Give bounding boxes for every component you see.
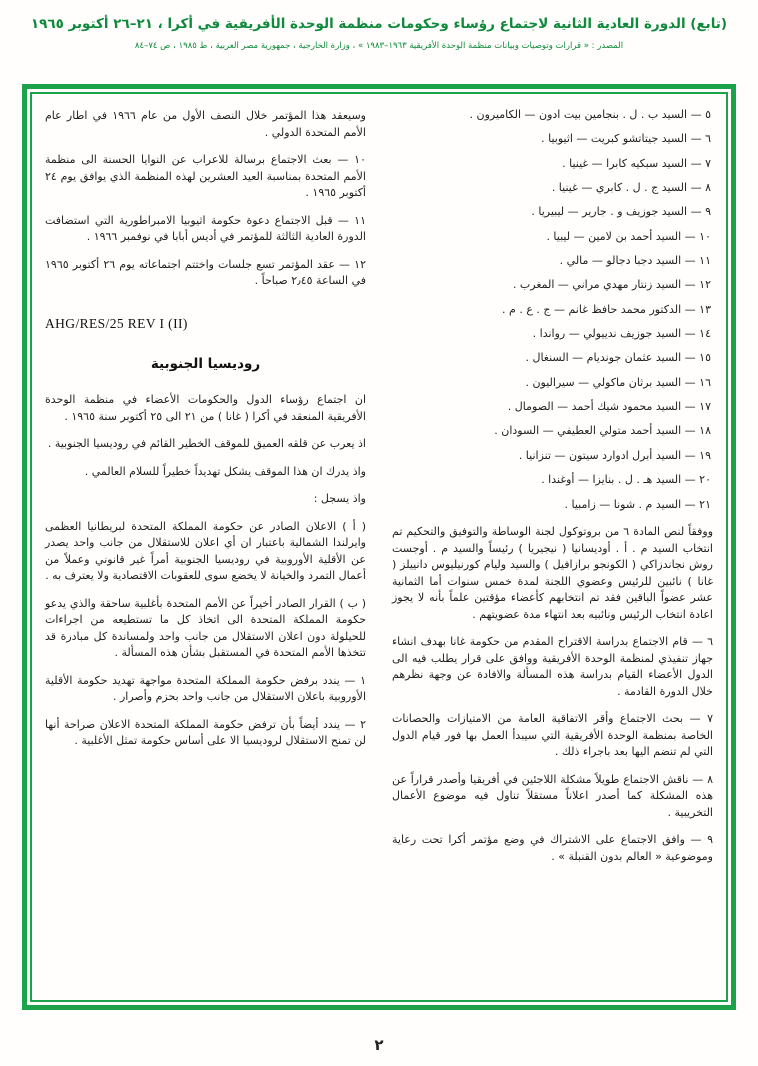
paragraph-preamble-4: واذ يسجل : (313, 492, 366, 505)
delegate-item: ١٦ — السيد برثان ماكولي — سيراليون . (525, 375, 711, 389)
paragraph-protocol: ووفقاً لنص المادة ٦ من بروتوكول لجنة الوساطة والتوفيق والتحكيم تم انتخاب السيد م . أ . أوديسانيا ( نيجيريا ) رئيساً والسيد م . أوجست روش نجاندزاكي ( الكونجو برازافيل ) والسيد وليام كورنيليوس دانييلز ( غانا ) نائبين للرئيس وعضوي اللجنة لمدة خمس سنوات أما الثمانية عشر عضواً الباقين فقد تم انتخابهم كأعضاء مؤقتين علماً بأنه لا يجوز اعادة انتخاب الرئيس ونائبيه بعد انتهاء مدة عضويتهم . (392, 525, 714, 621)
paragraph-item-10: ١٠ — بعث الاجتماع برسالة للاعراب عن النوايا الحسنة الى منظمة الأمم المتحدة بمناسبة العيد العشرين لهذه المنظمة الذي يوافق يوم ٢٤ أكتوبر ١٩٦٥ . (45, 153, 366, 199)
paragraph-item-11: ١١ — قبل الاجتماع دعوة حكومة اثيوبيا الامبراطورية التي استضافت الدورة العادية الثالثة للمؤتمر في أديس أبابا في نوفمبر ١٩٦٦ . (45, 213, 366, 243)
resolution-reference: AHG/RES/25 REV I (II) (45, 315, 188, 331)
paragraph-preamble-3: واذ يدرك ان هذا الموقف يشكل تهديداً خطيراً للسلام العالمي . (84, 464, 366, 478)
delegate-item: ١٠ — السيد أحمد بن لامين — ليبيا . (546, 229, 711, 243)
paragraph-item-7: ٧ — بحث الاجتماع وأقر الاتفاقية العامة من الامتيازات والحصانات الخاصة بمنظمة الوحدة الأفريقية التي سيبدأ العمل بها فور قيام الدول التي لم تنضم اليها بعد باجراء ذلك . (392, 712, 713, 759)
paragraph-operative-2: ٢ — يندد أيضاً بأن ترفض حكومة المملكة المتحدة الاعلان صراحة أنها لن تمنح الاستقلال لروديسيا الا على أساس حكومة تمثل الأغلبية . (45, 717, 366, 747)
delegate-item: ٧ — السيد سبكيه كابرا — غينيا . (562, 156, 711, 170)
delegate-item: ١٨ — السيد أحمد متولي العطيفي — السودان . (494, 424, 711, 438)
delegate-item: ١٣ — الدكتور محمد حافظ غانم — ج . ع . م . (502, 302, 711, 316)
delegate-item: ١٧ — السيد محمود شيك أحمد — الصومال . (507, 400, 711, 414)
delegate-item: ٢١ — السيد م . شونا — زامبيا . (564, 497, 711, 511)
delegate-item: ٩ — السيد جوزيف و . جارير — ليبيريا . (531, 205, 711, 219)
paragraph-clause-a: ( أ ) الاعلان الصادر عن حكومة المملكة المتحدة لبريطانيا العظمى وايرلندا الشمالية باعتبار ان أي اعلان للاستقلال من جانب واحد يصدر عن الأقلية الأوروبية في روديسيا الجنوبية أمراً غير قانوني وعملاً من أعمال التمرد والخيانة لا يخضع سوى للعقوبات الاقتصادية ولا يعترف به . (45, 519, 366, 582)
delegate-item: ١٥ — السيد عثمان جونديام — السنغال . (525, 351, 711, 365)
paragraph-item-12: ١٢ — عقد المؤتمر تسع جلسات واختتم اجتماعاته يوم ٢٦ أكتوبر ١٩٦٥ في الساعة ٢٫٤٥ صباحاً . (45, 257, 366, 287)
paragraph-operative-1: ١ — يندد برفض حكومة المملكة المتحدة مواجهة تهديد حكومة الأقلية الأوروبية باعلان الاستقلال من جانب واحد بحزم وأصرار . (45, 673, 366, 703)
delegate-item: ١٩ — السيد أبرل ادوارد سيتون — تنزانيا . (518, 448, 711, 462)
delegate-item: ١١ — السيد دجبا دجالو — مالي . (559, 254, 711, 268)
delegate-item: ٦ — السيد جيتاتشو كبريت — اثيوبيا . (541, 132, 711, 146)
paragraph-item-6: ٦ — قام الاجتماع بدراسة الاقتراح المقدم من حكومة غانا بهدف انشاء جهاز تنفيذي لمنظمة الوحدة الأفريقية ووافق على قرار يطلب فيه الى الدول الأعضاء القيام بدراسة هذه المسألة والافادة عن وجهة نظرهم خلال الدورة القادمة . (392, 635, 713, 698)
paragraph-item-9: ٩ — وافق الاجتماع على الاشتراك في وضع مؤتمر أكرا تحت رعاية وموضوعية « العالم بدون القنبلة » . (392, 833, 713, 863)
page-header (0, 0, 758, 51)
column-left (45, 108, 366, 990)
page-number: ٢ (374, 1036, 384, 1054)
section-title-southern-rhodesia: روديسيا الجنوبية (150, 355, 261, 372)
header-source-note: المصدر : « قرارات وتوصيات وبيانات منظمة الوحدة الأفريقية ١٩٦٣–١٩٨٣ » ، وزارة الخارجية ، جمهورية مصر العربية ، ط ١٩٨٥ ، ص ٧٤–٨٤ (134, 41, 624, 51)
delegate-item: ١٢ — السيد زنتار مهدي مراني — المغرب . (512, 278, 711, 292)
paragraph-clause-b: ( ب ) القرار الصادر أخيراً عن الأمم المتحدة بأغلبية ساحقة والذي يدعو حكومة المملكة المتحدة الى اتخاذ كل ما تستطيعه من اجراءات للحيلولة دون اعلان الاستقلال من جانب واحد ولمساندة كل مبادرة قد تتخذها الأمم المتحدة في المستقبل بشأن هذه المسألة . (45, 596, 366, 659)
delegate-item: ٢٠ — السيد هـ . ل . بنايزا — أوغندا . (541, 473, 711, 487)
column-right (392, 108, 713, 990)
delegate-item: ١٤ — السيد جوزيف ندييولي — رواندا . (532, 327, 711, 341)
green-frame-inner (30, 92, 728, 1002)
delegate-item: ٨ — السيد ج . ل . كابري — غينيا . (551, 181, 711, 195)
paragraph-item-8: ٨ — ناقش الاجتماع طويلاً مشكلة اللاجئين في أفريقيا وأصدر قراراً عن هذه المشكلة كما أصدر اعلاناً مستقلاً تناول فيه موضوع الأعمال التخريبية . (392, 772, 713, 819)
two-column-text (45, 108, 713, 990)
paragraph-preamble-1: ان اجتماع رؤساء الدول والحكومات الأعضاء في منظمة الوحدة الأفريقية المنعقد في أكرا ( غانا ) من ٢١ الى ٢٥ أكتوبر سنة ١٩٦٥ . (45, 393, 366, 423)
delegate-item: ٥ — السيد ب . ل . بنجامين بيت ادون — الكاميرون . (469, 108, 711, 121)
delegate-list (392, 108, 713, 512)
green-frame (22, 84, 736, 1010)
paragraph-preamble-2: اذ يعرب عن قلقه العميق للموقف الخطير القائم في روديسيا الجنوبية . (47, 437, 366, 450)
paragraph-conference-note: وسيعقد هذا المؤتمر خلال النصف الأول من عام ١٩٦٦ في اطار عام الأمم المتحدة الدولي . (45, 109, 366, 139)
header-title: (تابع) الدورة العادية الثانية لاجتماع رؤساء وحكومات منظمة الوحدة الأفريقية في أكرا ، ٢١–٢٦ أكتوبر ١٩٦٥ (30, 16, 728, 32)
